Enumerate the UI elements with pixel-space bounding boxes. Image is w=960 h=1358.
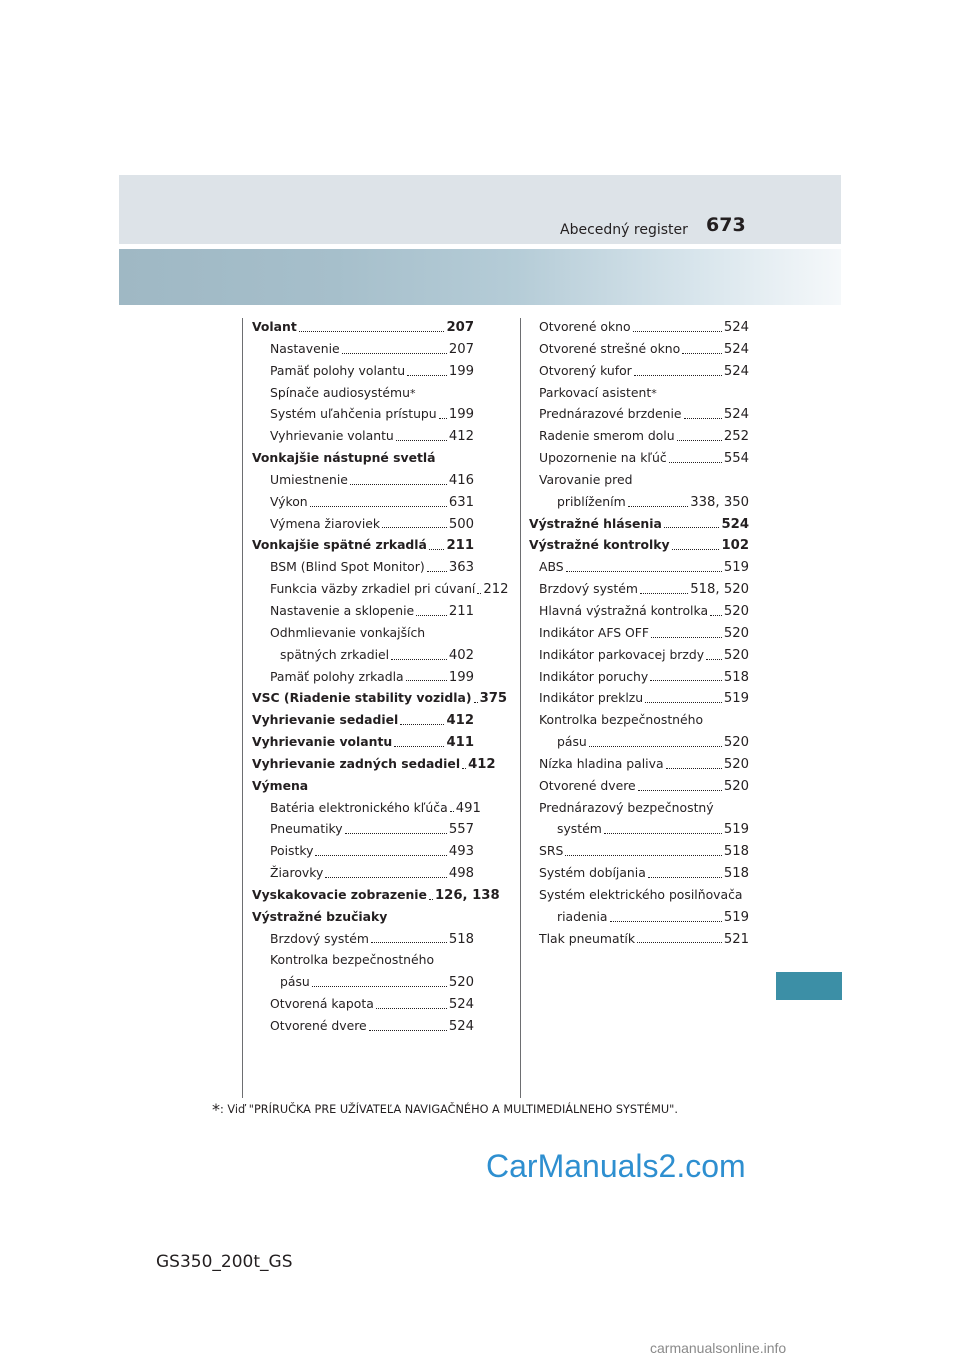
leader-dots bbox=[310, 506, 447, 507]
index-entry-label: Žiarovky bbox=[270, 865, 324, 881]
index-entry bbox=[529, 382, 749, 404]
index-entry-label: Otvorený kufor bbox=[539, 362, 632, 378]
index-entry bbox=[529, 534, 749, 556]
index-entry bbox=[529, 316, 749, 338]
index-entry-label: BSM (Blind Spot Monitor) bbox=[270, 559, 425, 575]
index-entry-label: pásu bbox=[280, 974, 310, 990]
leader-dots bbox=[350, 484, 447, 485]
index-entry-page: 520 bbox=[723, 756, 749, 772]
leader-dots bbox=[677, 440, 722, 441]
index-entry-label: Nízka hladina paliva bbox=[539, 755, 664, 771]
index-entry-label: Parkovací asistent bbox=[539, 384, 652, 400]
index-entry-page: 199 bbox=[448, 363, 474, 379]
index-entry bbox=[529, 775, 749, 797]
leader-dots bbox=[664, 527, 720, 528]
index-entry-label: Systém elektrického posilňovača bbox=[539, 886, 743, 902]
index-entry-page: 524 bbox=[448, 997, 474, 1013]
index-entry bbox=[252, 709, 474, 731]
leader-dots bbox=[371, 942, 447, 943]
index-entry bbox=[529, 644, 749, 666]
index-entry bbox=[529, 862, 749, 884]
index-entry-page: 211 bbox=[446, 538, 474, 554]
leader-dots bbox=[640, 593, 688, 594]
index-entry bbox=[252, 447, 474, 469]
index-entry-label: Hlavná výstražná kontrolka bbox=[539, 602, 709, 618]
index-entry-label: priblížením bbox=[557, 493, 626, 509]
page-number: 673 bbox=[706, 214, 746, 236]
index-entry bbox=[529, 360, 749, 382]
index-entry-label: Výkon bbox=[270, 493, 308, 509]
index-entry-page: 520 bbox=[723, 625, 749, 641]
section-tab bbox=[776, 972, 842, 1000]
index-entry bbox=[252, 818, 474, 840]
index-entry-label: Odhmlievanie vonkajších bbox=[270, 624, 426, 640]
index-entry-label: Radenie smerom dolu bbox=[539, 428, 675, 444]
leader-dots bbox=[391, 659, 447, 660]
model-code: GS350_200t_GS bbox=[156, 1252, 293, 1272]
index-entry bbox=[529, 622, 749, 644]
index-entry-label: Výstražné kontrolky bbox=[529, 537, 670, 553]
index-entry bbox=[529, 753, 749, 775]
index-entry bbox=[529, 469, 749, 491]
leader-dots bbox=[610, 921, 722, 922]
leader-dots bbox=[604, 833, 722, 834]
index-entry bbox=[529, 578, 749, 600]
index-entry-label: Systém uľahčenia prístupu bbox=[270, 406, 437, 422]
index-entry-label: Tlak pneumatík bbox=[539, 930, 636, 946]
leader-dots bbox=[566, 571, 722, 572]
index-entry-label: Varovanie pred bbox=[539, 471, 633, 487]
index-entry bbox=[252, 316, 474, 338]
index-entry-label: Umiestnenie bbox=[270, 471, 348, 487]
index-entry-label: spätných zrkadiel bbox=[280, 646, 390, 662]
index-entry-page: 207 bbox=[446, 320, 474, 335]
index-entry bbox=[252, 1015, 474, 1037]
index-entry bbox=[252, 600, 474, 622]
index-entry-page: 520 bbox=[448, 975, 474, 991]
index-entry bbox=[252, 338, 474, 360]
index-entry-label: Nastavenie a sklopenie bbox=[270, 602, 415, 618]
index-entry-page: 412 bbox=[446, 713, 474, 729]
index-entry-label: Vyhrievanie zadných sedadiel bbox=[252, 755, 461, 771]
index-entry-label: Prednárazový bezpečnostný bbox=[539, 799, 714, 815]
section-title: Abecedný register bbox=[560, 222, 688, 238]
index-entry bbox=[252, 928, 474, 950]
index-entry-page: 126, 138 bbox=[434, 887, 500, 903]
index-entry-label: Otvorené dvere bbox=[539, 777, 636, 793]
leader-dots bbox=[382, 527, 447, 528]
index-entry-page: 519 bbox=[723, 560, 749, 576]
leader-dots bbox=[462, 768, 466, 769]
index-entry-label: Spínače audiosystému bbox=[270, 384, 410, 400]
index-entry-page: 402 bbox=[448, 647, 474, 663]
leader-dots bbox=[666, 768, 722, 769]
index-entry bbox=[252, 971, 474, 993]
leader-dots bbox=[315, 855, 446, 856]
index-entry bbox=[529, 840, 749, 862]
index-entry bbox=[252, 753, 496, 775]
leader-dots bbox=[628, 506, 689, 507]
index-entry-label: Upozornenie na kľúč bbox=[539, 450, 667, 466]
index-entry-page: 520 bbox=[723, 647, 749, 663]
index-entry-page: 520 bbox=[723, 603, 749, 619]
leader-dots bbox=[638, 790, 722, 791]
leader-dots bbox=[684, 418, 722, 419]
index-entry-label: Volant bbox=[252, 319, 297, 334]
index-entry-page: 411 bbox=[446, 735, 474, 751]
index-entry-page: 518 bbox=[723, 844, 749, 860]
index-entry bbox=[252, 403, 474, 425]
index-entry-label: Indikátor parkovacej brzdy bbox=[539, 646, 705, 662]
index-entry bbox=[529, 818, 749, 840]
leader-dots bbox=[376, 1008, 447, 1009]
index-entry-page: 412 bbox=[468, 756, 496, 772]
index-entry-label: Vyhrievanie sedadiel bbox=[252, 712, 399, 728]
index-entry-label: Otvorené okno bbox=[539, 319, 631, 334]
index-entry-label: Vonkajšie spätné zrkadlá bbox=[252, 537, 427, 553]
index-entry-page: 524 bbox=[721, 516, 749, 532]
index-entry-label: Pamäť polohy volantu bbox=[270, 362, 406, 378]
index-entry bbox=[529, 884, 749, 906]
leader-dots bbox=[589, 746, 722, 747]
index-entry-label: Funkcia väzby zrkadiel pri cúvaní bbox=[270, 581, 476, 597]
index-entry-page: 207 bbox=[448, 341, 474, 357]
leader-dots bbox=[439, 418, 447, 419]
index-entry-page: 519 bbox=[723, 909, 749, 925]
index-entry-label: Nastavenie bbox=[270, 340, 340, 356]
index-entry-label: pásu bbox=[557, 734, 587, 750]
leader-dots bbox=[325, 877, 447, 878]
index-entry-label: Pneumatiky bbox=[270, 821, 343, 837]
index-entry-page: 524 bbox=[723, 363, 749, 379]
column-rule-left bbox=[242, 318, 243, 1098]
leader-dots bbox=[427, 571, 447, 572]
index-entry-label: Výstražné hlásenia bbox=[529, 515, 662, 531]
index-entry-label: Brzdový systém bbox=[270, 930, 369, 946]
index-entry-page: 363 bbox=[448, 560, 474, 576]
index-entry bbox=[252, 469, 474, 491]
index-entry-label: Vyskakovacie zobrazenie bbox=[252, 886, 427, 902]
index-entry bbox=[252, 513, 474, 535]
leader-dots bbox=[474, 702, 478, 703]
leader-dots bbox=[682, 353, 722, 354]
index-entry-page: 252 bbox=[723, 429, 749, 445]
index-entry-page: 338, 350 bbox=[690, 494, 749, 510]
leader-dots bbox=[650, 680, 722, 681]
index-entry bbox=[252, 644, 474, 666]
index-entry-label: Vonkajšie nástupné svetlá bbox=[252, 450, 436, 466]
index-entry-page: 554 bbox=[723, 451, 749, 467]
index-entry-page: 500 bbox=[448, 516, 474, 532]
leader-dots bbox=[312, 986, 447, 987]
index-entry bbox=[252, 949, 474, 971]
footnote-marker: * bbox=[651, 386, 657, 400]
leader-dots bbox=[429, 549, 445, 550]
index-entry-label: Výmena žiaroviek bbox=[270, 515, 381, 531]
index-entry-label: Kontrolka bezpečnostného bbox=[270, 952, 435, 968]
index-entry bbox=[529, 556, 749, 578]
index-entry bbox=[252, 731, 474, 753]
footnote-star: * bbox=[212, 1100, 220, 1119]
index-entry bbox=[529, 425, 749, 447]
index-entry-label: Indikátor poruchy bbox=[539, 668, 649, 684]
leader-dots bbox=[429, 899, 433, 900]
index-entry-label: Systém dobíjania bbox=[539, 865, 646, 881]
leader-dots bbox=[710, 615, 722, 616]
leader-dots bbox=[672, 549, 720, 550]
index-entry bbox=[529, 513, 749, 535]
index-entry bbox=[252, 622, 474, 644]
index-entry-page: 521 bbox=[723, 931, 749, 947]
index-entry-page: 491 bbox=[455, 800, 481, 816]
index-entry-page: 518 bbox=[448, 931, 474, 947]
index-entry-page: 518, 520 bbox=[690, 582, 749, 598]
leader-dots bbox=[394, 746, 444, 747]
index-entry-label: Batéria elektronického kľúča bbox=[270, 799, 448, 815]
index-entry bbox=[252, 797, 481, 819]
leader-dots bbox=[706, 659, 722, 660]
index-column-left bbox=[252, 316, 509, 1037]
index-entry bbox=[252, 687, 508, 709]
index-entry-page: 631 bbox=[448, 494, 474, 510]
index-entry bbox=[252, 425, 474, 447]
index-entry bbox=[252, 775, 474, 797]
index-entry-label: Kontrolka bezpečnostného bbox=[539, 712, 704, 728]
index-entry-label: Otvorené dvere bbox=[270, 1018, 367, 1033]
index-entry-page: 498 bbox=[448, 866, 474, 882]
leader-dots bbox=[477, 593, 481, 594]
index-entry-page: 524 bbox=[448, 1019, 474, 1034]
leader-dots bbox=[634, 375, 722, 376]
index-entry-page: 518 bbox=[723, 669, 749, 685]
column-rule-middle bbox=[520, 318, 521, 1098]
index-entry bbox=[252, 666, 474, 688]
index-entry-page: 519 bbox=[723, 691, 749, 707]
leader-dots bbox=[648, 877, 722, 878]
leader-dots bbox=[651, 637, 722, 638]
leader-dots bbox=[637, 942, 722, 943]
index-entry-label: Indikátor preklzu bbox=[539, 690, 644, 706]
index-entry bbox=[252, 840, 474, 862]
index-entry-page: 524 bbox=[723, 341, 749, 357]
footnote bbox=[212, 1100, 772, 1119]
index-entry bbox=[252, 360, 474, 382]
index-entry-page: 416 bbox=[448, 472, 474, 488]
index-entry bbox=[252, 578, 509, 600]
index-entry-label: Poistky bbox=[270, 843, 314, 859]
leader-dots bbox=[345, 833, 447, 834]
index-entry-label: Prednárazové brzdenie bbox=[539, 406, 682, 422]
index-entry bbox=[252, 862, 474, 884]
index-entry-page: 524 bbox=[723, 407, 749, 423]
index-entry-label: Výstražné bzučiaky bbox=[252, 908, 388, 924]
index-entry bbox=[529, 687, 749, 709]
leader-dots bbox=[407, 375, 447, 376]
index-entry-label: ABS bbox=[539, 559, 564, 575]
index-entry-page: 518 bbox=[723, 866, 749, 882]
watermark-logo: CarManuals2.com bbox=[486, 1148, 746, 1184]
index-entry-label: Vyhrievanie volantu bbox=[252, 734, 393, 750]
index-entry bbox=[529, 797, 749, 819]
index-entry bbox=[529, 731, 749, 753]
leader-dots bbox=[299, 331, 445, 332]
index-entry-page: 375 bbox=[479, 691, 508, 707]
index-entry-label: Pamäť polohy zrkadla bbox=[270, 668, 404, 684]
index-entry-page: 199 bbox=[448, 407, 474, 423]
index-entry-page: 199 bbox=[448, 669, 474, 685]
index-entry-page: 519 bbox=[723, 822, 749, 838]
footnote-text: : Viď "PRÍRUČKA PRE UŽÍVATEĽA NAVIGAČNÉHO A MULTIMEDIÁLNEHO SYSTÉMU". bbox=[220, 1103, 678, 1116]
index-entry-label: VSC (Riadenie stability vozidla) bbox=[252, 690, 472, 706]
leader-dots bbox=[565, 855, 721, 856]
decorative-gradient-band bbox=[119, 249, 841, 305]
index-entry-label: SRS bbox=[539, 843, 564, 859]
index-entry-page: 520 bbox=[723, 778, 749, 794]
index-entry bbox=[529, 928, 749, 950]
index-entry-page: 211 bbox=[448, 603, 474, 619]
index-entry-label: riadenia bbox=[557, 908, 608, 924]
index-entry-page: 102 bbox=[721, 538, 749, 554]
index-entry bbox=[252, 382, 474, 404]
index-entry bbox=[252, 884, 500, 906]
leader-dots bbox=[669, 462, 722, 463]
index-entry-label: Otvorená kapota bbox=[270, 996, 374, 1012]
index-entry bbox=[252, 906, 474, 928]
index-entry bbox=[252, 534, 474, 556]
footnote-marker: * bbox=[409, 386, 416, 400]
leader-dots bbox=[416, 615, 447, 616]
index-entry-label: Otvorené strešné okno bbox=[539, 340, 681, 356]
index-entry-label: Indikátor AFS OFF bbox=[539, 624, 650, 640]
index-entry bbox=[529, 666, 749, 688]
index-column-right bbox=[529, 316, 749, 949]
leader-dots bbox=[645, 702, 722, 703]
index-entry-label: Brzdový systém bbox=[539, 581, 638, 597]
index-entry-page: 520 bbox=[723, 735, 749, 751]
index-entry bbox=[529, 447, 749, 469]
index-entry-page: 493 bbox=[448, 844, 474, 860]
index-entry bbox=[529, 906, 749, 928]
index-entry bbox=[529, 491, 749, 513]
index-entry-label: Výmena bbox=[252, 777, 309, 793]
bottom-watermark: carmanualsonline.info bbox=[650, 1340, 787, 1356]
index-entry-label: Vyhrievanie volantu bbox=[270, 428, 394, 444]
index-entry bbox=[529, 600, 749, 622]
index-entry-page: 524 bbox=[723, 320, 749, 335]
index-entry bbox=[252, 556, 474, 578]
leader-dots bbox=[633, 331, 722, 332]
leader-dots bbox=[396, 440, 447, 441]
leader-dots bbox=[450, 811, 454, 812]
index-entry bbox=[529, 709, 749, 731]
leader-dots bbox=[400, 724, 444, 725]
index-entry bbox=[529, 338, 749, 360]
index-entry-page: 557 bbox=[448, 822, 474, 838]
index-entry bbox=[252, 993, 474, 1015]
index-entry-label: systém bbox=[557, 821, 602, 837]
index-entry-page: 412 bbox=[448, 429, 474, 445]
leader-dots bbox=[369, 1030, 447, 1031]
index-entry bbox=[252, 491, 474, 513]
leader-dots bbox=[406, 680, 447, 681]
index-entry bbox=[529, 403, 749, 425]
leader-dots bbox=[342, 353, 447, 354]
index-entry-page: 212 bbox=[483, 582, 509, 598]
